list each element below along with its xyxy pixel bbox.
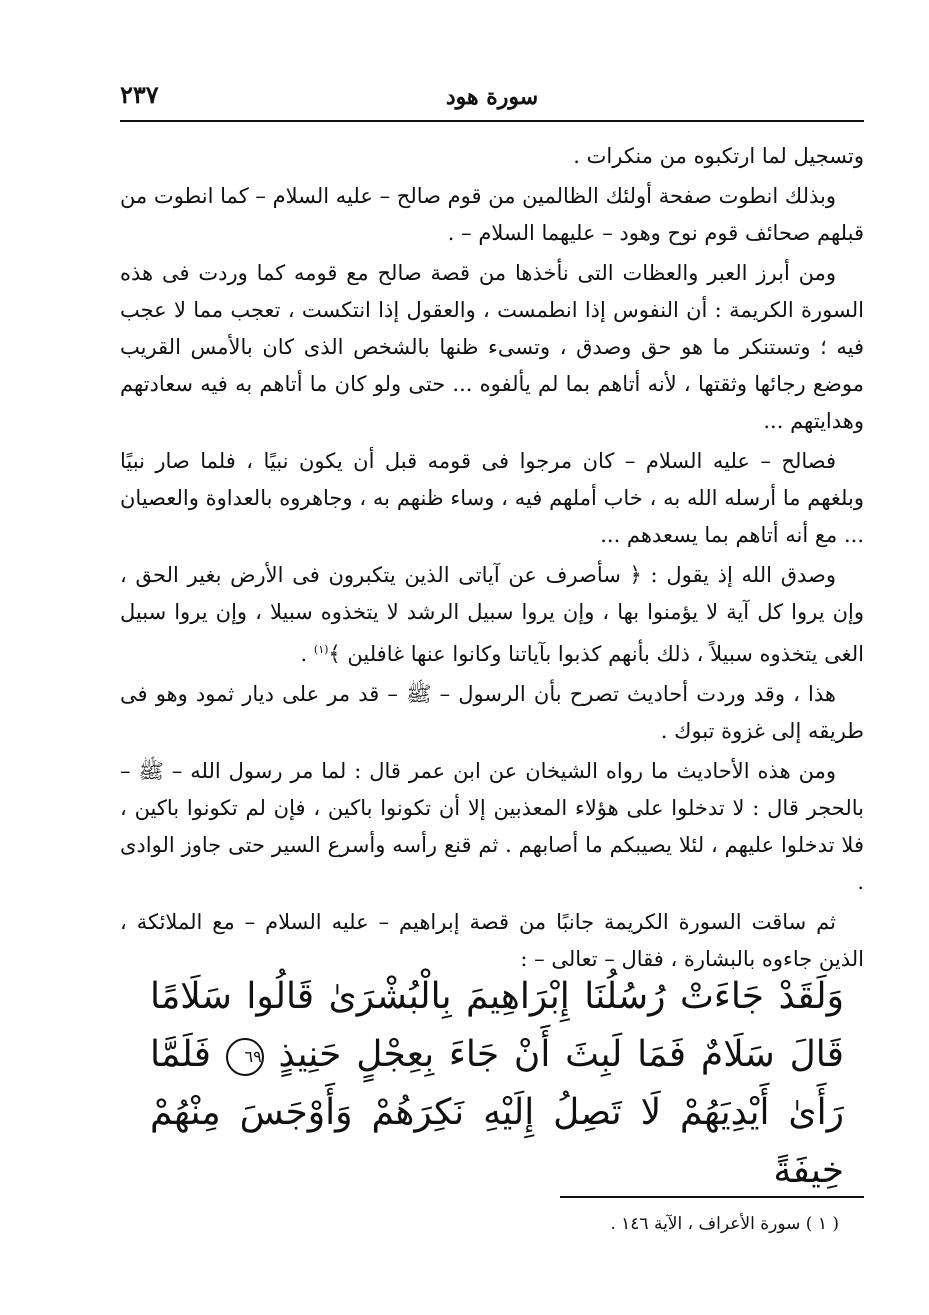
paragraph: وبذلك انطوت صفحة أولئك الظالمين من قوم صالح – عليه السلام – كما انطوت من قبلهم صحائف قوم نوح وهود – عليهما السلام – . xyxy=(120,184,864,245)
header-divider xyxy=(120,120,864,122)
paragraph: وتسجيل لما ارتكبوه من منكرات . xyxy=(573,144,864,168)
paragraph: ومن هذه الأحاديث ما رواه الشيخان عن ابن عمر قال : لما مر رسول الله – ﷺ – بالحجر قال : لا تدخلوا على هؤلاء المعذبين إلا أن تكونوا باكين ، فإن لم تكونوا باكين ، فلا تدخلوا عليهم ، لئلا يصيبكم ما أصابهم . ثم قنع رأسه وأسرع السير حتى جاوز الوادى . xyxy=(120,759,864,894)
page-header xyxy=(120,78,864,118)
ayah-number-marker: ٦٩ xyxy=(226,1038,264,1076)
verse-text-part-1: وَلَقَدْ جَاءَتْ رُسُلُنَا إِبْرَاهِيمَ بِالْبُشْرَىٰ قَالُوا سَلَامًا قَالَ سَلَامٌ فَمَا لَبِثَ أَنْ جَاءَ بِعِجْلٍ حَنِيذٍ xyxy=(150,976,844,1075)
paragraph-with-quote: وصدق الله إذ يقول : ﴿ سأصرف عن آياتى الذين يتكبرون فى الأرض بغير الحق ، وإن يروا كل آية لا يؤمنوا بها ، وإن يروا سبيل الرشد لا يتخذوه سبيلا ، وإن يروا سبيل الغى يتخذوه سبيلاً ، ذلك بأنهم كذبوا بآياتنا وكانوا عنها غافلين ﴾$^{(١)}$ . xyxy=(120,563,864,666)
paragraph: ومن أبرز العبر والعظات التى نأخذها من قصة صالح مع قومه كما وردت فى هذه السورة الكريمة : أن النفوس إذا انطمست ، والعقول إذا انتكست ، تعجب مما لا عجب فيه ؛ وتستنكر ما هو حق وصدق ، وتسىء ظنها بالشخص الذى كان بالأمس القريب موضع رجائها وثقتها ، لأنه أتاهم بما لم يألفوه ... حتى ولو كان ما أتاهم به فيه سعادتهم وهدايتهم ... xyxy=(120,261,864,433)
paragraph: هذا ، وقد وردت أحاديث تصرح بأن الرسول – ﷺ – قد مر على ديار ثمود وهو فى طريقه إلى غزوة تبوك . xyxy=(120,682,864,743)
surah-title: سورة هود xyxy=(445,84,539,110)
quoted-verse-text: وصدق الله إذ يقول : ﴿ سأصرف عن آياتى الذين يتكبرون فى الأرض بغير الحق ، وإن يروا كل آية لا يؤمنوا بها ، وإن يروا سبيل الرشد لا يتخذوه سبيلا ، وإن يروا سبيل الغى يتخذوه سبيلاً ، ذلك بأنهم كذبوا بآياتنا وكانوا عنها غافلين ﴾ xyxy=(120,563,864,666)
footnote: ( ١ ) سورة الأعراف ، الآية ١٤٦ . xyxy=(610,1214,839,1234)
footnote-reference: (١) xyxy=(313,643,329,656)
paragraph: فصالح – عليه السلام – كان مرجوا فى قومه قبل أن يكون نبيًا ، فلما صار نبيًا وبلغهم ما أرسله الله به ، خاب أملهم فيه ، وساء ظنهم به ، وجاهروه بالعداوة والعصيان ... مع أنه أتاهم بما يسعدهم ... xyxy=(120,449,864,547)
commentary-text xyxy=(120,138,864,981)
footnote-divider xyxy=(560,1196,864,1198)
verse-text-part-2: فَلَمَّا رَأَىٰ أَيْدِيَهُمْ لَا تَصِلُ إِلَيْهِ نَكِرَهُمْ وَأَوْجَسَ مِنْهُمْ خِيفَةً xyxy=(150,1034,844,1191)
paragraph: ثم ساقت السورة الكريمة جانبًا من قصة إبراهيم – عليه السلام – مع الملائكة ، الذين جاءوه بالبشارة ، فقال – تعالى – : xyxy=(120,910,864,971)
page-number: ٢٣٧ xyxy=(120,80,159,109)
quran-verse-block xyxy=(150,968,844,1200)
